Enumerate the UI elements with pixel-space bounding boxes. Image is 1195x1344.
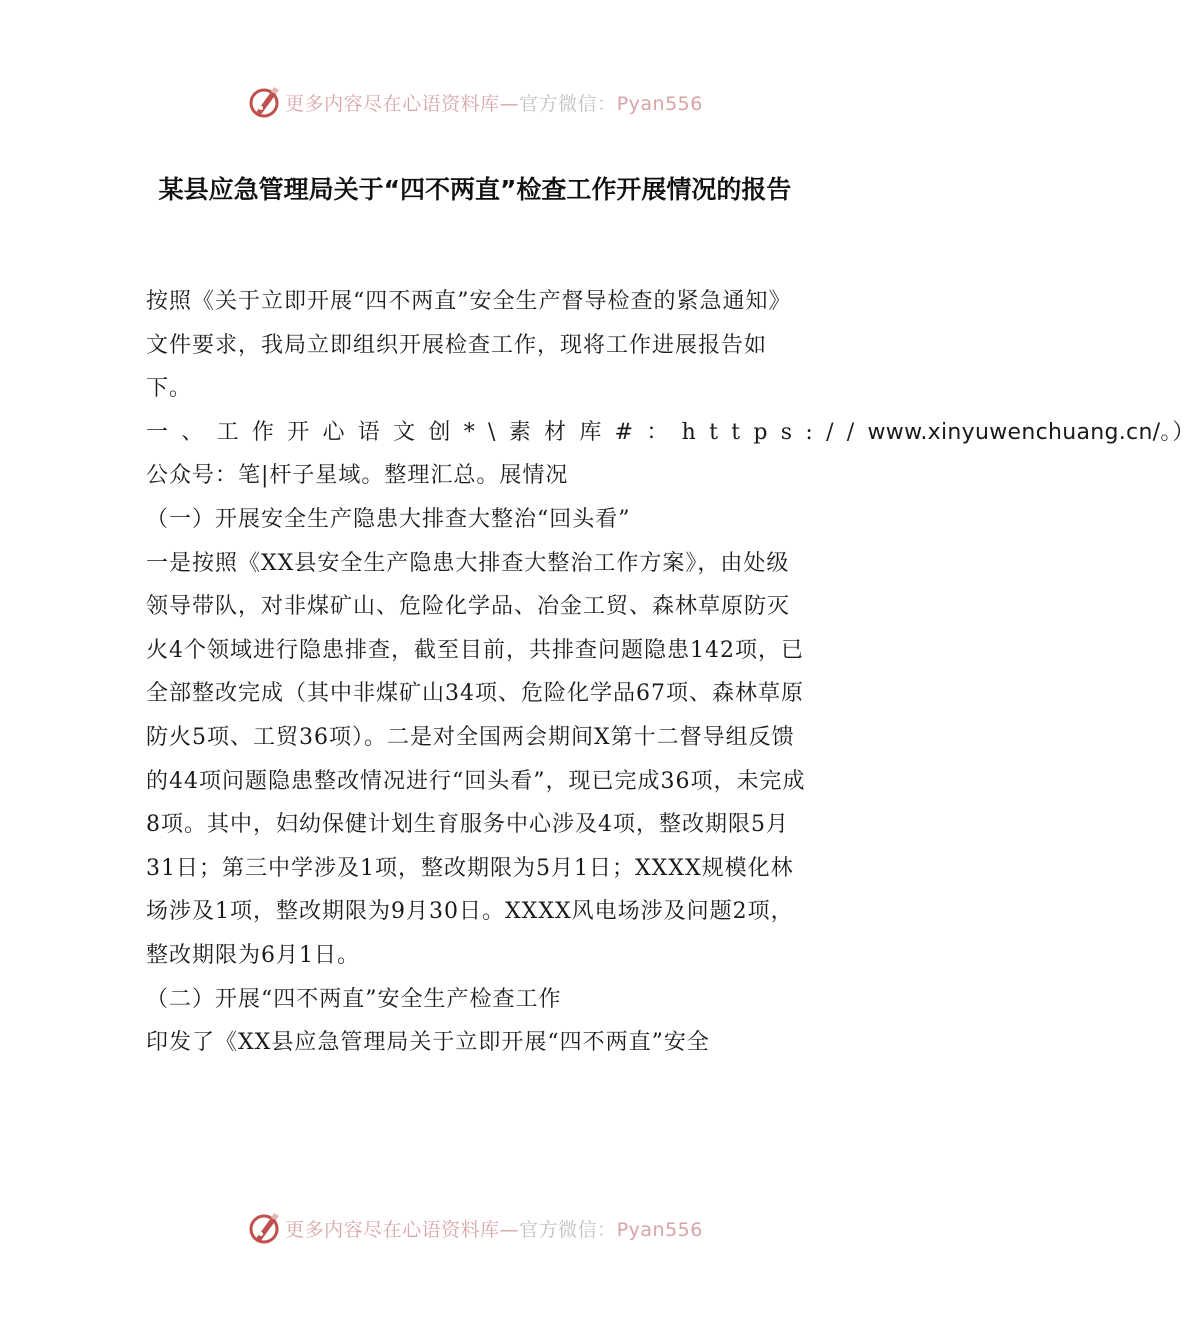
subsection-heading-2: （二）开展“四不两直”安全生产检查工作 — [146, 986, 562, 1012]
banner-wechat-label: 官方微信： — [519, 1218, 617, 1241]
section-one-paragraph — [146, 411, 1195, 498]
header-banner — [0, 82, 950, 122]
subsection-heading-1: （一）开展安全生产隐患大排查大整治“回头看” — [146, 506, 631, 532]
subsection-1-paragraph: 一是按照《XX县安全生产隐患大排查大整治工作方案》，由处级领导带队，对非煤矿山、危险化学品、冶金工贸、森林草原防灭火4个领域进行隐患排查，截至目前，共排查问题隐患142项，已全部整改完成（其中非煤矿山34项、危险化学品67项、森林草原防火5项、工贸36项）。二是对全国两会期间X第十二督导组反馈的44项问题隐患整改情况进行“回头看”，现已完成36项，未完成8项。其中，妇幼保健计划生育服务中心涉及4项，整改期限5月31日；第三中学涉及1项，整改期限为5月1日；XXXX规模化林场涉及1项，整改期限为9月30日。XXXX风电场涉及问题2项，整改期限为6月1日。 — [146, 550, 806, 968]
source-url: www.xinyuwenchuang.cn/ — [867, 419, 1161, 445]
banner-text: 更多内容尽在心语资料库— — [285, 1218, 520, 1241]
section-one-heading-text: 一、工作开心语文创*\素材库#：https:// — [146, 419, 868, 445]
banner-wechat-label: 官方微信： — [519, 92, 617, 115]
intro-paragraph: 按照《关于立即开展“四不两直”安全生产督导检查的紧急通知》文件要求，我局立即组织开展检查工作，现将工作进展报告如下。 — [146, 289, 792, 402]
document-body — [146, 280, 1195, 1065]
subsection-2-paragraph: 印发了《XX县应急管理局关于立即开展“四不两直”安全 — [146, 1030, 710, 1056]
footer-banner — [0, 1208, 950, 1248]
banner-wechat-id: Pyan556 — [616, 1218, 703, 1241]
banner-text: 更多内容尽在心语资料库— — [285, 92, 520, 115]
pen-logo-icon — [247, 84, 283, 120]
document-title: 某县应急管理局关于“四不两直”检查工作开展情况的报告 — [158, 175, 792, 204]
section-one-heading-tail: 。）公众号：笔|杆子星域。整理汇总。展情况 — [146, 419, 1195, 489]
banner-wechat-id: Pyan556 — [616, 92, 703, 115]
pen-logo-icon — [247, 1210, 283, 1246]
